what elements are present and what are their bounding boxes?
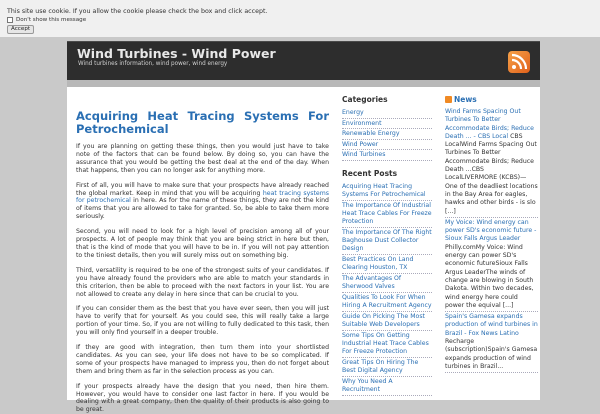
category-link[interactable]: Wind Turbines	[342, 150, 432, 161]
page-content	[67, 87, 540, 414]
news-item-title[interactable]: Spain's Gamesa expands production of wind turbines in Brazil - Fox News Latino	[445, 313, 538, 337]
site-description: Wind turbines information, wind power, wind energy	[78, 61, 228, 67]
categories-title: Categories	[342, 95, 388, 104]
recent-posts-list	[342, 182, 432, 396]
recent-posts-widget	[342, 169, 432, 396]
post-body	[76, 143, 329, 414]
paragraph: First of all, you will have to make sure that your prospects have already reached the global market. Keep in mind that you will be acquiring heat tracing systems for petrochemical in here. As for the name of these things, they are not the kind of items that you are allowed to take for granted. So, be able to take them more seriously.	[76, 181, 329, 221]
paragraph: If you can consider them as the best that you have ever seen, then you will just have to verify that for yourself. As you could see, this will really take a large portion of your time. So, if you are not willing to fully dedicated to this task, then you will only find yourself in a deeper trouble.	[76, 305, 329, 337]
recent-post-link[interactable]: Best Practices On Land Clearing Houston, TX	[342, 255, 432, 274]
news-title-row	[445, 95, 538, 104]
news-item	[445, 219, 538, 312]
paragraph: Third, versatility is required to be one of the strongest suits of your candidates. If you have already found the providers who are able to match your standards in this criterion, then be able to proceed with the next factors in your list. You are not allowed to create any delay in here since that can be crucial to you.	[76, 266, 329, 298]
categories-widget	[342, 95, 432, 161]
categories-list	[342, 108, 432, 161]
site-header	[67, 41, 540, 80]
sidebar-right	[445, 95, 538, 374]
category-link[interactable]: Renewable Energy	[342, 129, 432, 140]
paragraph: Second, you will need to look for a high level of precision among all of your prospects. A lot of people may think that you are being strict in here but then, that is the kind of mode that you will have to be in. If you will not pay attention to the tiniest details, then you will surely miss out on something big.	[76, 228, 329, 259]
recent-post-link[interactable]: The Importance Of Industrial Heat Trace Cables For Freeze Protection	[342, 201, 432, 228]
header-divider	[67, 80, 540, 87]
news-item-title[interactable]: My Voice: Wind energy can power SD's economic future - Sioux Falls Argus Leader	[445, 218, 537, 243]
paragraph: If you are planning on getting these things, then you would just have to take note of the factors that can be found below. By doing so, you can have the assurance that you would be getting the best deal at the end of the day. When that happens, then you can no longer ask for anything more.	[76, 143, 329, 174]
site-title[interactable]: Wind Turbines - Wind Power	[77, 46, 276, 61]
cookie-checkbox-row[interactable]	[7, 16, 593, 24]
recent-post-link[interactable]: Qualities To Look For When Hiring A Recruitment Agency	[342, 293, 432, 312]
rss-icon[interactable]	[445, 96, 452, 103]
inline-link[interactable]: heat tracing systems for petrochemical	[76, 189, 329, 205]
recent-post-link[interactable]: The Advantages Of Sherwood Valves	[342, 274, 432, 293]
rss-feed-icon[interactable]	[508, 51, 530, 73]
recent-post-link[interactable]: Acquiring Heat Tracing Systems For Petrochemical	[342, 182, 432, 201]
accept-button[interactable]: Accept	[7, 25, 34, 34]
news-title[interactable]: News	[454, 95, 477, 104]
main-column	[76, 110, 329, 414]
sidebar-left	[342, 95, 432, 404]
category-link[interactable]: Environment	[342, 119, 432, 130]
cookie-checkbox[interactable]	[7, 17, 13, 23]
cookie-message: This site use cookie. If you allow the cookie please check the box and click accept.	[7, 8, 268, 15]
cookie-bar	[0, 0, 600, 37]
recent-post-link[interactable]: Great Tips On Hiring The Best Digital Agency	[342, 358, 432, 377]
paragraph: If they are good with integration, then turn them into your shortlisted candidates. As you can see, your life does not have to be so complicated. If some of your prospects have managed to impress you, then do not forget about them and bring them as far in the selection process as you can.	[76, 344, 329, 375]
news-item	[445, 108, 538, 218]
category-link[interactable]: Wind Power	[342, 140, 432, 151]
recent-post-link[interactable]: The Importance Of The Right Baghouse Dust Collector Design	[342, 228, 432, 255]
paragraph: If your prospects already have the design that you need, then hire them. However, you would have to consider one last factor in here. If you would be dealing with a great company, then the quality of their products is also going to be great.	[76, 382, 329, 414]
news-item-desc: Philly.comMy Voice: Wind energy can power SD's economic futureSioux Falls Argus LeaderThe winds of change are blowing in South Dakota. Within two decades, wind energy here could power the equival [...]	[445, 243, 534, 309]
recent-post-link[interactable]: Guide On Picking The Most Suitable Web Developers	[342, 312, 432, 331]
recent-post-link[interactable]: Why You Need A Recruitment	[342, 377, 432, 396]
post-title[interactable]: Acquiring Heat Tracing Systems For Petrochemical	[76, 109, 329, 136]
news-item-title[interactable]: Wind Farms Spacing Out Turbines To Better Accommodate Birds; Reduce Death ... - CBS Local	[445, 108, 534, 140]
recent-post-link[interactable]: Some Tips On Getting Industrial Heat Trace Cables For Freeze Protection	[342, 331, 432, 358]
cookie-checkbox-label: Don't show this message	[16, 17, 87, 23]
news-item-desc: Recharge (subscription)Spain's Gamesa expands production of wind turbines in Brazil...	[445, 338, 538, 370]
news-item-desc: CBS LocalWind Farms Spacing Out Turbines To Better Accommodate Birds; Reduce Death ...CBS LocalLIVERMORE (KCBS)— One of the deadliest locations in the Bay Area for eagles, hawks and other birds - is slo [...]	[445, 132, 538, 215]
category-link[interactable]: Energy	[342, 108, 432, 119]
recent-posts-title: Recent Posts	[342, 168, 398, 178]
news-item	[445, 313, 538, 373]
